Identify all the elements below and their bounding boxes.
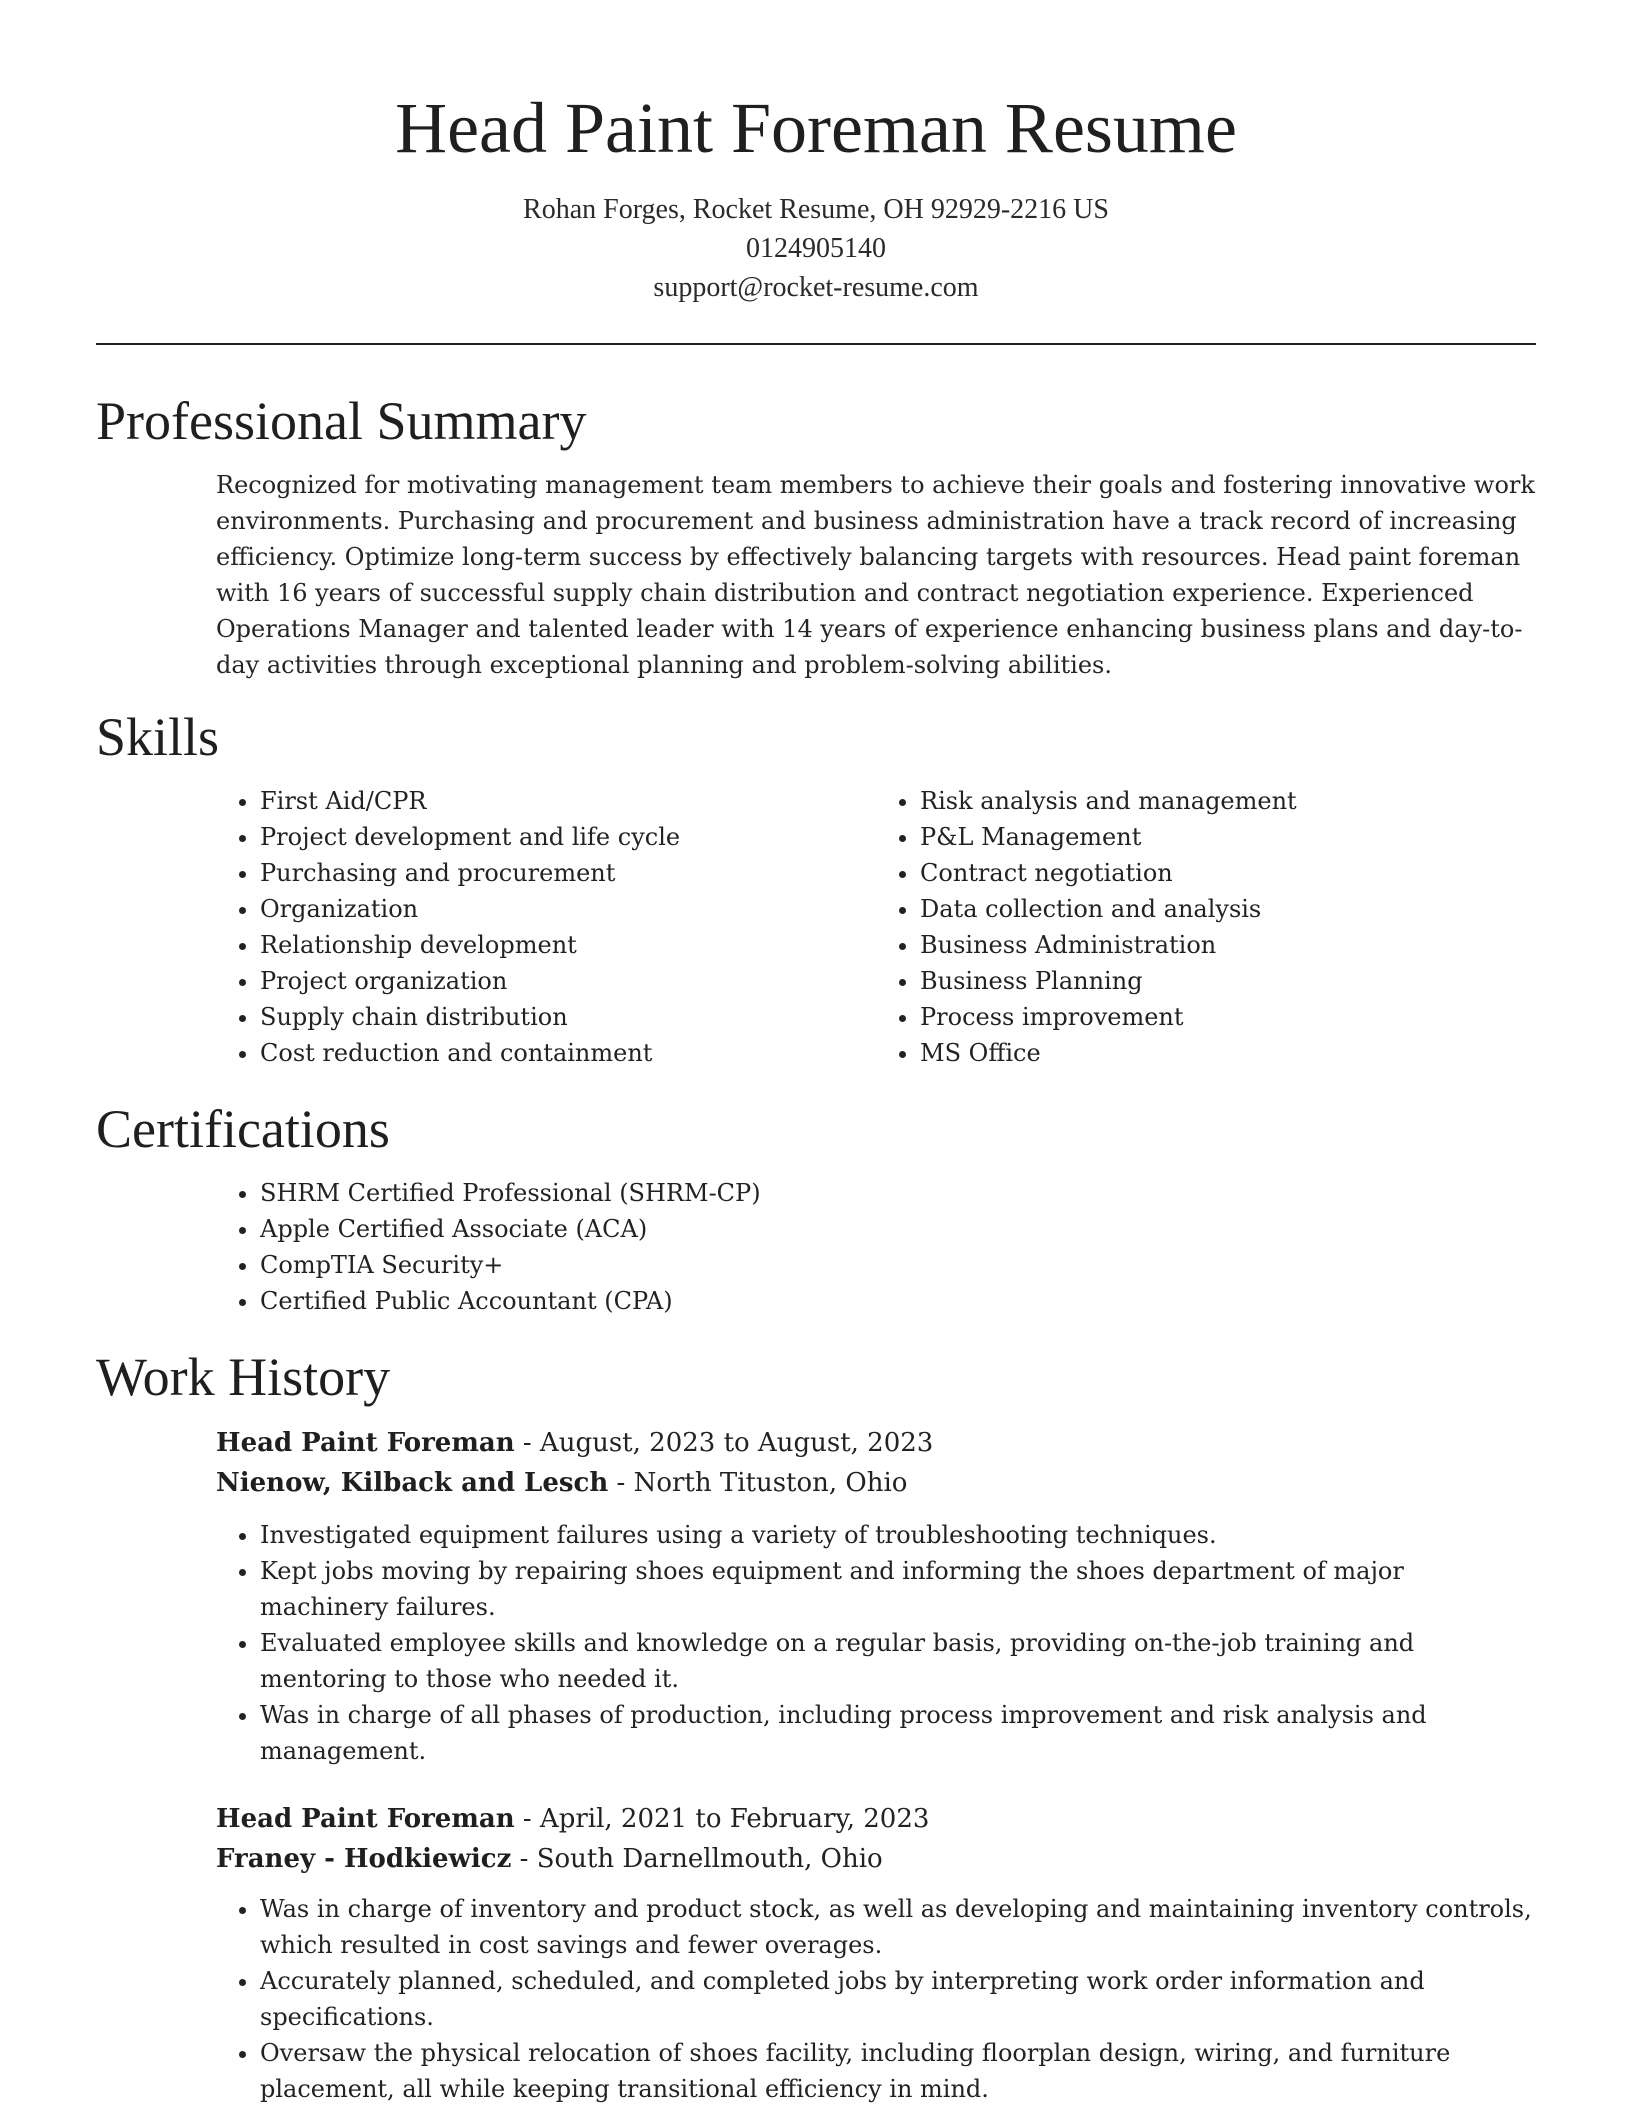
- skill-item: • Supply chain distribution: [260, 999, 876, 1035]
- skill-item: • Cost reduction and containment: [260, 1035, 876, 1071]
- job-bullet: • Evaluated employee skills and knowledge on a regular basis, providing on-the-job training and mentoring to those who needed it.: [260, 1625, 1536, 1697]
- resume-header: [96, 0, 1536, 345]
- work-history-section: [96, 1345, 1536, 2107]
- job-bullet: • Investigated equipment failures using a variety of troubleshooting techniques.: [260, 1517, 1536, 1553]
- job-title-line: [216, 1423, 1536, 1463]
- skills-section: [96, 705, 1536, 1071]
- job-title-line: [216, 1799, 1536, 1839]
- certification-item: • CompTIA Security+: [260, 1247, 1536, 1283]
- summary-body: [216, 467, 1536, 683]
- job-dates: - April, 2021 to February, 2023: [514, 1804, 930, 1834]
- skills-heading: Skills: [96, 707, 220, 767]
- contact-phone: 0124905140: [746, 233, 886, 264]
- job-bullet: • Was in charge of all phases of production, including process improvement and risk analysis and management.: [260, 1697, 1536, 1769]
- job-bullet: • Oversaw the physical relocation of shoes facility, including floorplan design, wiring, and furniture placement, all while keeping transitional efficiency in mind.: [260, 2035, 1536, 2107]
- job-bullets: [216, 1517, 1536, 1769]
- job-location: - South Darnellmouth, Ohio: [511, 1844, 883, 1874]
- job-entry: [216, 1423, 1536, 1769]
- job-bullets: [216, 1891, 1536, 2107]
- job-company-line: [216, 1463, 1536, 1503]
- certifications-heading: Certifications: [96, 1099, 390, 1159]
- skill-item: • MS Office: [920, 1035, 1536, 1071]
- certifications-section: [96, 1097, 1536, 1319]
- job-bullet: • Kept jobs moving by repairing shoes equipment and informing the shoes department of major machinery failures.: [260, 1553, 1536, 1625]
- job-title: Head Paint Foreman: [216, 1804, 515, 1834]
- summary-text: Recognized for motivating management team members to achieve their goals and fostering innovative work environments. Purchasing and procurement and business administration have a track record of increasing efficiency. Optimize long-term success by effectively balancing targets with resources. Head paint foreman with 16 years of successful supply chain distribution and contract negotiation experience. Experienced Operations Manager and talented leader with 14 years of experience enhancing business plans and day-to-day activities through exceptional planning and problem-solving abilities.: [216, 471, 1535, 679]
- resume-page: [96, 0, 1536, 2107]
- skills-list-left: [216, 783, 876, 1071]
- skill-item: • Process improvement: [920, 999, 1536, 1035]
- skill-item: • Risk analysis and management: [920, 783, 1536, 819]
- skill-item: • Business Planning: [920, 963, 1536, 999]
- skill-item: • Business Administration: [920, 927, 1536, 963]
- contact-info: [96, 190, 1536, 307]
- job-title: Head Paint Foreman: [216, 1428, 515, 1458]
- work-history-heading: Work History: [96, 1347, 391, 1407]
- skill-item: • Relationship development: [260, 927, 876, 963]
- job-dates: - August, 2023 to August, 2023: [514, 1428, 934, 1458]
- contact-address: Rohan Forges, Rocket Resume, OH 92929-2216 US: [523, 194, 1109, 225]
- skill-item: • Purchasing and procurement: [260, 855, 876, 891]
- job-bullet: • Was in charge of inventory and product stock, as well as developing and maintaining inventory controls, which resulted in cost savings and fewer overages.: [260, 1891, 1536, 1963]
- certification-item: • Certified Public Accountant (CPA): [260, 1283, 1536, 1319]
- skill-item: • First Aid/CPR: [260, 783, 876, 819]
- certification-item: • Apple Certified Associate (ACA): [260, 1211, 1536, 1247]
- summary-section: [96, 389, 1536, 683]
- skill-item: • Contract negotiation: [920, 855, 1536, 891]
- job-company: Nienow, Kilback and Lesch: [216, 1468, 609, 1498]
- job-bullet: • Accurately planned, scheduled, and completed jobs by interpreting work order information and specifications.: [260, 1963, 1536, 2035]
- page-title: Head Paint Foreman Resume: [395, 88, 1237, 168]
- skill-item: • P&L Management: [920, 819, 1536, 855]
- contact-email: support@rocket-resume.com: [653, 272, 979, 303]
- certification-item: • SHRM Certified Professional (SHRM-CP): [260, 1175, 1536, 1211]
- job-location: - North Tituston, Ohio: [608, 1468, 908, 1498]
- skill-item: • Project organization: [260, 963, 876, 999]
- skills-list-right: [876, 783, 1536, 1071]
- summary-heading: Professional Summary: [96, 391, 587, 451]
- job-entry: [216, 1799, 1536, 2107]
- certifications-list: [216, 1175, 1536, 1319]
- job-company: Franey - Hodkiewicz: [216, 1844, 512, 1874]
- skill-item: • Data collection and analysis: [920, 891, 1536, 927]
- skill-item: • Project development and life cycle: [260, 819, 876, 855]
- skill-item: • Organization: [260, 891, 876, 927]
- header-divider: [96, 343, 1536, 345]
- job-company-line: [216, 1839, 1536, 1879]
- skills-columns: [216, 783, 1536, 1071]
